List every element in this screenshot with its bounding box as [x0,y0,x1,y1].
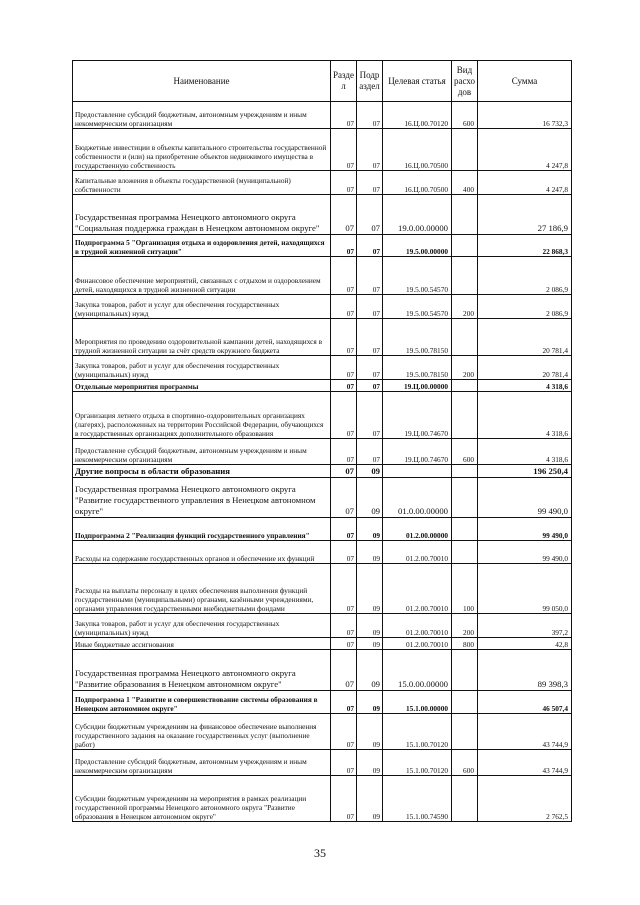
row-subsection: 07 [357,439,383,465]
row-sum: 22 868,3 [478,235,572,257]
row-kind [452,465,478,478]
row-sum: 99 490,0 [478,541,572,564]
row-sum: 4 318,6 [478,439,572,465]
row-target: 15.1.00.70120 [383,714,452,750]
budget-table-sheet [72,60,571,822]
row-kind [452,235,478,257]
row-sum: 2 762,5 [478,776,572,822]
table-row [73,319,572,356]
row-section: 07 [331,478,357,518]
table-row [73,776,572,822]
row-name: Предоставление субсидий бюджетным, автономным учреждениям и иным некоммерческим организациям [73,439,331,465]
row-section: 07 [331,750,357,776]
row-target [383,465,452,478]
table-row [73,691,572,714]
row-kind [452,195,478,235]
row-section: 07 [331,102,357,129]
row-kind: 600 [452,750,478,776]
budget-table [72,60,572,822]
table-row [73,614,572,638]
row-target: 19.5.00.54570 [383,257,452,295]
row-sum: 43 744,9 [478,750,572,776]
row-target: 19.5.00.78150 [383,356,452,380]
row-sum: 46 507,4 [478,691,572,714]
row-target: 16.Ц.00.70500 [383,129,452,171]
row-kind: 200 [452,356,478,380]
row-subsection: 09 [357,750,383,776]
row-sum: 20 781,4 [478,356,572,380]
row-subsection: 09 [357,541,383,564]
row-target: 19.Ц.00.74670 [383,392,452,439]
row-subsection: 07 [357,129,383,171]
row-name: Расходы на выплаты персоналу в целях обеспечения выполнения функций государственными (муниципальными) органами, казёнными учреждениями, органами управления государственными внебюджетными фондами [73,564,331,614]
row-name: Расходы на содержание государственных органов и обеспечение их функций [73,541,331,564]
row-kind [452,478,478,518]
row-section: 07 [331,518,357,541]
row-sum: 397,2 [478,614,572,638]
row-subsection: 07 [357,257,383,295]
row-sum: 43 744,9 [478,714,572,750]
row-name: Подпрограмма 1 "Развитие и совершенствование системы образования в Ненецком автономном округе" [73,691,331,714]
table-row [73,235,572,257]
row-kind [452,691,478,714]
row-section: 07 [331,650,357,691]
row-target: 15.1.00.70120 [383,750,452,776]
row-kind [452,541,478,564]
table-row [73,518,572,541]
row-target: 19.5.00.78150 [383,319,452,356]
row-kind [452,714,478,750]
table-row [73,129,572,171]
row-name: Закупка товаров, работ и услуг для обеспечения государственных (муниципальных) нужд [73,614,331,638]
row-subsection: 09 [357,638,383,650]
row-target: 15.1.00.74590 [383,776,452,822]
row-section: 07 [331,564,357,614]
row-kind [452,518,478,541]
row-target: 16.Ц.00.70120 [383,102,452,129]
row-section: 07 [331,392,357,439]
table-row [73,380,572,392]
row-sum: 4 318,6 [478,392,572,439]
row-section: 07 [331,776,357,822]
row-kind [452,257,478,295]
row-target: 16.Ц.00.70500 [383,171,452,195]
table-row [73,465,572,478]
table-row [73,171,572,195]
row-subsection: 09 [357,650,383,691]
table-row [73,102,572,129]
row-target: 01.2.00.70010 [383,638,452,650]
row-section: 07 [331,465,357,478]
header-name: Наименование [73,61,331,102]
row-target: 01.2.00.70010 [383,614,452,638]
row-target: 01.2.00.70010 [383,541,452,564]
row-target: 15.1.00.00000 [383,691,452,714]
table-row [73,257,572,295]
row-name: Бюджетные инвестиции в объекты капитального строительства государственной собственности и (или) на приобретение объектов недвижимого имущества в государственную собственность [73,129,331,171]
table-row [73,392,572,439]
row-name: Предоставление субсидий бюджетным, автономным учреждениям и иным некоммерческим организациям [73,750,331,776]
row-sum: 16 732,3 [478,102,572,129]
row-kind: 200 [452,614,478,638]
row-subsection: 07 [357,195,383,235]
table-row [73,295,572,319]
row-name: Подпрограмма 2 "Реализация функций государственного управления" [73,518,331,541]
table-row [73,650,572,691]
row-section: 07 [331,171,357,195]
row-sum: 89 398,3 [478,650,572,691]
row-subsection: 07 [357,319,383,356]
header-sum: Сумма [478,61,572,102]
row-kind [452,392,478,439]
row-sum: 99 490,0 [478,518,572,541]
row-section: 07 [331,541,357,564]
table-row [73,439,572,465]
row-name: Государственная программа Ненецкого автономного округа "Развитие образования в Ненецком автономном округе" [73,650,331,691]
row-section: 07 [331,380,357,392]
row-subsection: 09 [357,714,383,750]
row-section: 07 [331,614,357,638]
row-section: 07 [331,257,357,295]
header-kind: Вид расхо дов [452,61,478,102]
table-row [73,638,572,650]
row-sum: 20 781,4 [478,319,572,356]
row-subsection: 09 [357,465,383,478]
row-target: 19.Ц.00.74670 [383,439,452,465]
row-name: Финансовое обеспечение мероприятий, связанных с отдыхом и оздоровлением детей, находящихся в трудной жизненной ситуации [73,257,331,295]
header-target: Целевая статья [383,61,452,102]
row-kind [452,380,478,392]
row-name: Закупка товаров, работ и услуг для обеспечения государственных (муниципальных) нужд [73,295,331,319]
row-sum: 99 050,0 [478,564,572,614]
header-section: Разде л [331,61,357,102]
row-target: 19.5.00.54570 [383,295,452,319]
row-sum: 2 086,9 [478,257,572,295]
table-row [73,195,572,235]
row-section: 07 [331,638,357,650]
row-subsection: 07 [357,380,383,392]
row-sum: 4 247,8 [478,171,572,195]
row-name: Иные бюджетные ассигнования [73,638,331,650]
row-section: 07 [331,295,357,319]
table-row [73,356,572,380]
row-kind [452,776,478,822]
table-body [73,102,572,822]
row-subsection: 09 [357,691,383,714]
page-number: 35 [314,846,326,860]
row-subsection: 09 [357,564,383,614]
row-name: Организация летнего отдыха в спортивно-оздоровительных организациях (лагерях), расположенных на территории Российской Федерации, обучающихся в государственных организациях дополнительного образования [73,392,331,439]
row-name: Государственная программа Ненецкого автономного округа "Социальная поддержка граждан в Ненецком автономном округе" [73,195,331,235]
row-section: 07 [331,195,357,235]
row-target: 01.0.00.00000 [383,478,452,518]
row-subsection: 09 [357,776,383,822]
row-sum: 4 247,8 [478,129,572,171]
row-section: 07 [331,129,357,171]
table-row [73,564,572,614]
row-subsection: 09 [357,614,383,638]
row-kind: 400 [452,171,478,195]
row-kind [452,650,478,691]
row-name: Закупка товаров, работ и услуг для обеспечения государственных (муниципальных) нужд [73,356,331,380]
row-subsection: 07 [357,102,383,129]
row-target: 15.0.00.00000 [383,650,452,691]
table-header-row [73,61,572,102]
row-subsection: 07 [357,235,383,257]
table-row [73,541,572,564]
row-name: Субсидии бюджетным учреждениям на финансовое обеспечение выполнения государственного задания на оказание государственных услуг (выполнение работ) [73,714,331,750]
row-kind: 800 [452,638,478,650]
row-target: 01.2.00.70010 [383,564,452,614]
row-section: 07 [331,714,357,750]
row-section: 07 [331,439,357,465]
row-target: 19.0.00.00000 [383,195,452,235]
row-section: 07 [331,319,357,356]
row-subsection: 09 [357,518,383,541]
row-sum: 27 186,9 [478,195,572,235]
table-row [73,478,572,518]
row-kind: 600 [452,102,478,129]
row-section: 07 [331,235,357,257]
header-subsection: Подр аздел [357,61,383,102]
row-sum: 99 490,0 [478,478,572,518]
row-sum: 42,8 [478,638,572,650]
table-row [73,714,572,750]
row-kind [452,129,478,171]
row-name: Мероприятия по проведению оздоровительной кампании детей, находящихся в трудной жизненной ситуации за счёт средств окружного бюджета [73,319,331,356]
row-name: Капитальные вложения в объекты государственной (муниципальной) собственности [73,171,331,195]
row-sum: 4 318,6 [478,380,572,392]
row-subsection: 07 [357,356,383,380]
row-kind: 600 [452,439,478,465]
row-target: 19.5.00.00000 [383,235,452,257]
row-name: Предоставление субсидий бюджетным, автономным учреждениям и иным некоммерческим организациям [73,102,331,129]
row-name: Государственная программа Ненецкого автономного округа "Развитие государственного управления в Ненецком автономном округе" [73,478,331,518]
row-kind [452,319,478,356]
row-subsection: 09 [357,478,383,518]
row-name: Другие вопросы в области образования [73,465,331,478]
row-subsection: 07 [357,171,383,195]
row-section: 07 [331,356,357,380]
row-section: 07 [331,691,357,714]
row-kind: 200 [452,295,478,319]
row-subsection: 07 [357,392,383,439]
row-name: Подпрограмма 5 "Организация отдыха и оздоровления детей, находящихся в трудной жизненной ситуации" [73,235,331,257]
row-target: 01.2.00.00000 [383,518,452,541]
row-subsection: 07 [357,295,383,319]
row-name: Субсидии бюджетным учреждениям на мероприятия в рамках реализации государственной программы Ненецкого автономного округа "Развитие образования в Ненецком автономном округе" [73,776,331,822]
row-name: Отдельные мероприятия программы [73,380,331,392]
row-target: 19.Ц.00.00000 [383,380,452,392]
row-kind: 100 [452,564,478,614]
row-sum: 2 086,9 [478,295,572,319]
table-row [73,750,572,776]
row-sum: 196 250,4 [478,465,572,478]
